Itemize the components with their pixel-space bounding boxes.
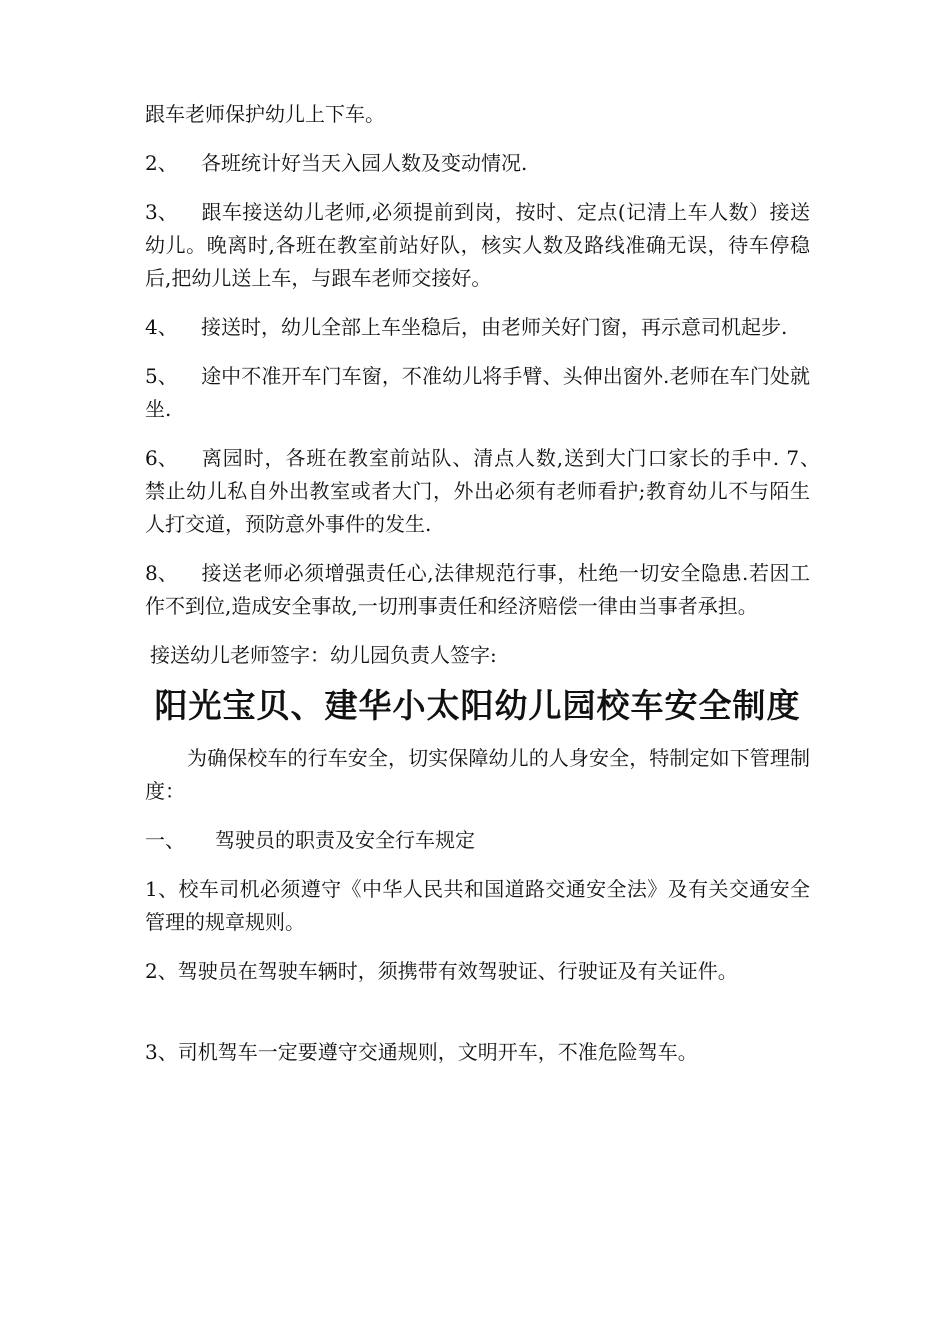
rule-text: 接送老师必须增强责任心,法律规范行事，杜绝一切安全隐患.若因工作不到位,造成安全事故,一切刑事责任和经济赔偿一律由当事者承担。 — [145, 561, 810, 618]
signature-line: 接送幼儿老师签字：幼儿园负责人签字: — [150, 643, 497, 667]
rule-text: 接送时，幼儿全部上车坐稳后，由老师关好门窗，再示意司机起步. — [201, 315, 788, 339]
section-title: 驾驶员的职责及安全行车规定 — [215, 828, 475, 852]
document-page — [145, 98, 830, 1085]
section-heading-1 — [145, 824, 810, 857]
rule-item-3 — [145, 196, 810, 295]
rule-number: 3、 — [145, 200, 178, 224]
blank-line — [145, 1004, 810, 1036]
driver-rule-2: 2、驾驶员在驾驶车辆时，须携带有效驾驶证、行驶证及有关证件。 — [145, 959, 738, 983]
rule-number: 8、 — [145, 561, 178, 585]
rule-text: 离园时，各班在教室前站队、清点人数,送到大门口家长的手中. 7、 禁止幼儿私自外出教室或者大门，外出必须有老师看护;教育幼儿不与陌生人打交道，预防意外事件的发生. — [145, 446, 830, 536]
intro-paragraph: 为确保校车的行车安全，切实保障幼儿的人身安全，特制定如下管理制度： — [145, 746, 810, 803]
rule-text: 跟车接送幼儿老师,必须提前到岗，按时、定点(记清上车人数）接送幼儿。晚离时,各班在教室前站好队，核实人数及路线准确无误，待车停稳后,把幼儿送上车，与跟车老师交接好。 — [145, 200, 810, 290]
rule-text: 各班统计好当天入园人数及变动情况. — [201, 151, 528, 175]
rule-item-8 — [145, 557, 810, 623]
rule-number: 4、 — [145, 315, 178, 339]
section-number: 一、 — [145, 828, 185, 852]
rule-item-2 — [145, 147, 810, 180]
rule-number: 2、 — [145, 151, 178, 175]
rule-item-4 — [145, 311, 810, 344]
rule-text: 途中不准开车门车窗，不准幼儿将手臂、头伸出窗外.老师在车门处就坐. — [145, 364, 810, 421]
document-title: 阳光宝贝、建华小太阳幼儿园校车安全制度 — [154, 686, 801, 725]
paragraph-bus-teacher — [145, 98, 810, 131]
rule-number: 6、 — [145, 446, 178, 470]
paragraph-text: 跟车老师保护幼儿上下车。 — [145, 102, 385, 126]
rule-item-6 — [145, 442, 830, 541]
driver-rule-3: 3、司机驾车一定要遵守交通规则，文明开车，不准危险驾车。 — [145, 1040, 698, 1064]
driver-rule-1: 1、校车司机必须遵守《中华人民共和国道路交通安全法》及有关交通安全管理的规章规则。 — [145, 877, 810, 934]
rule-number: 5、 — [145, 364, 178, 388]
rule-item-5 — [145, 360, 810, 426]
